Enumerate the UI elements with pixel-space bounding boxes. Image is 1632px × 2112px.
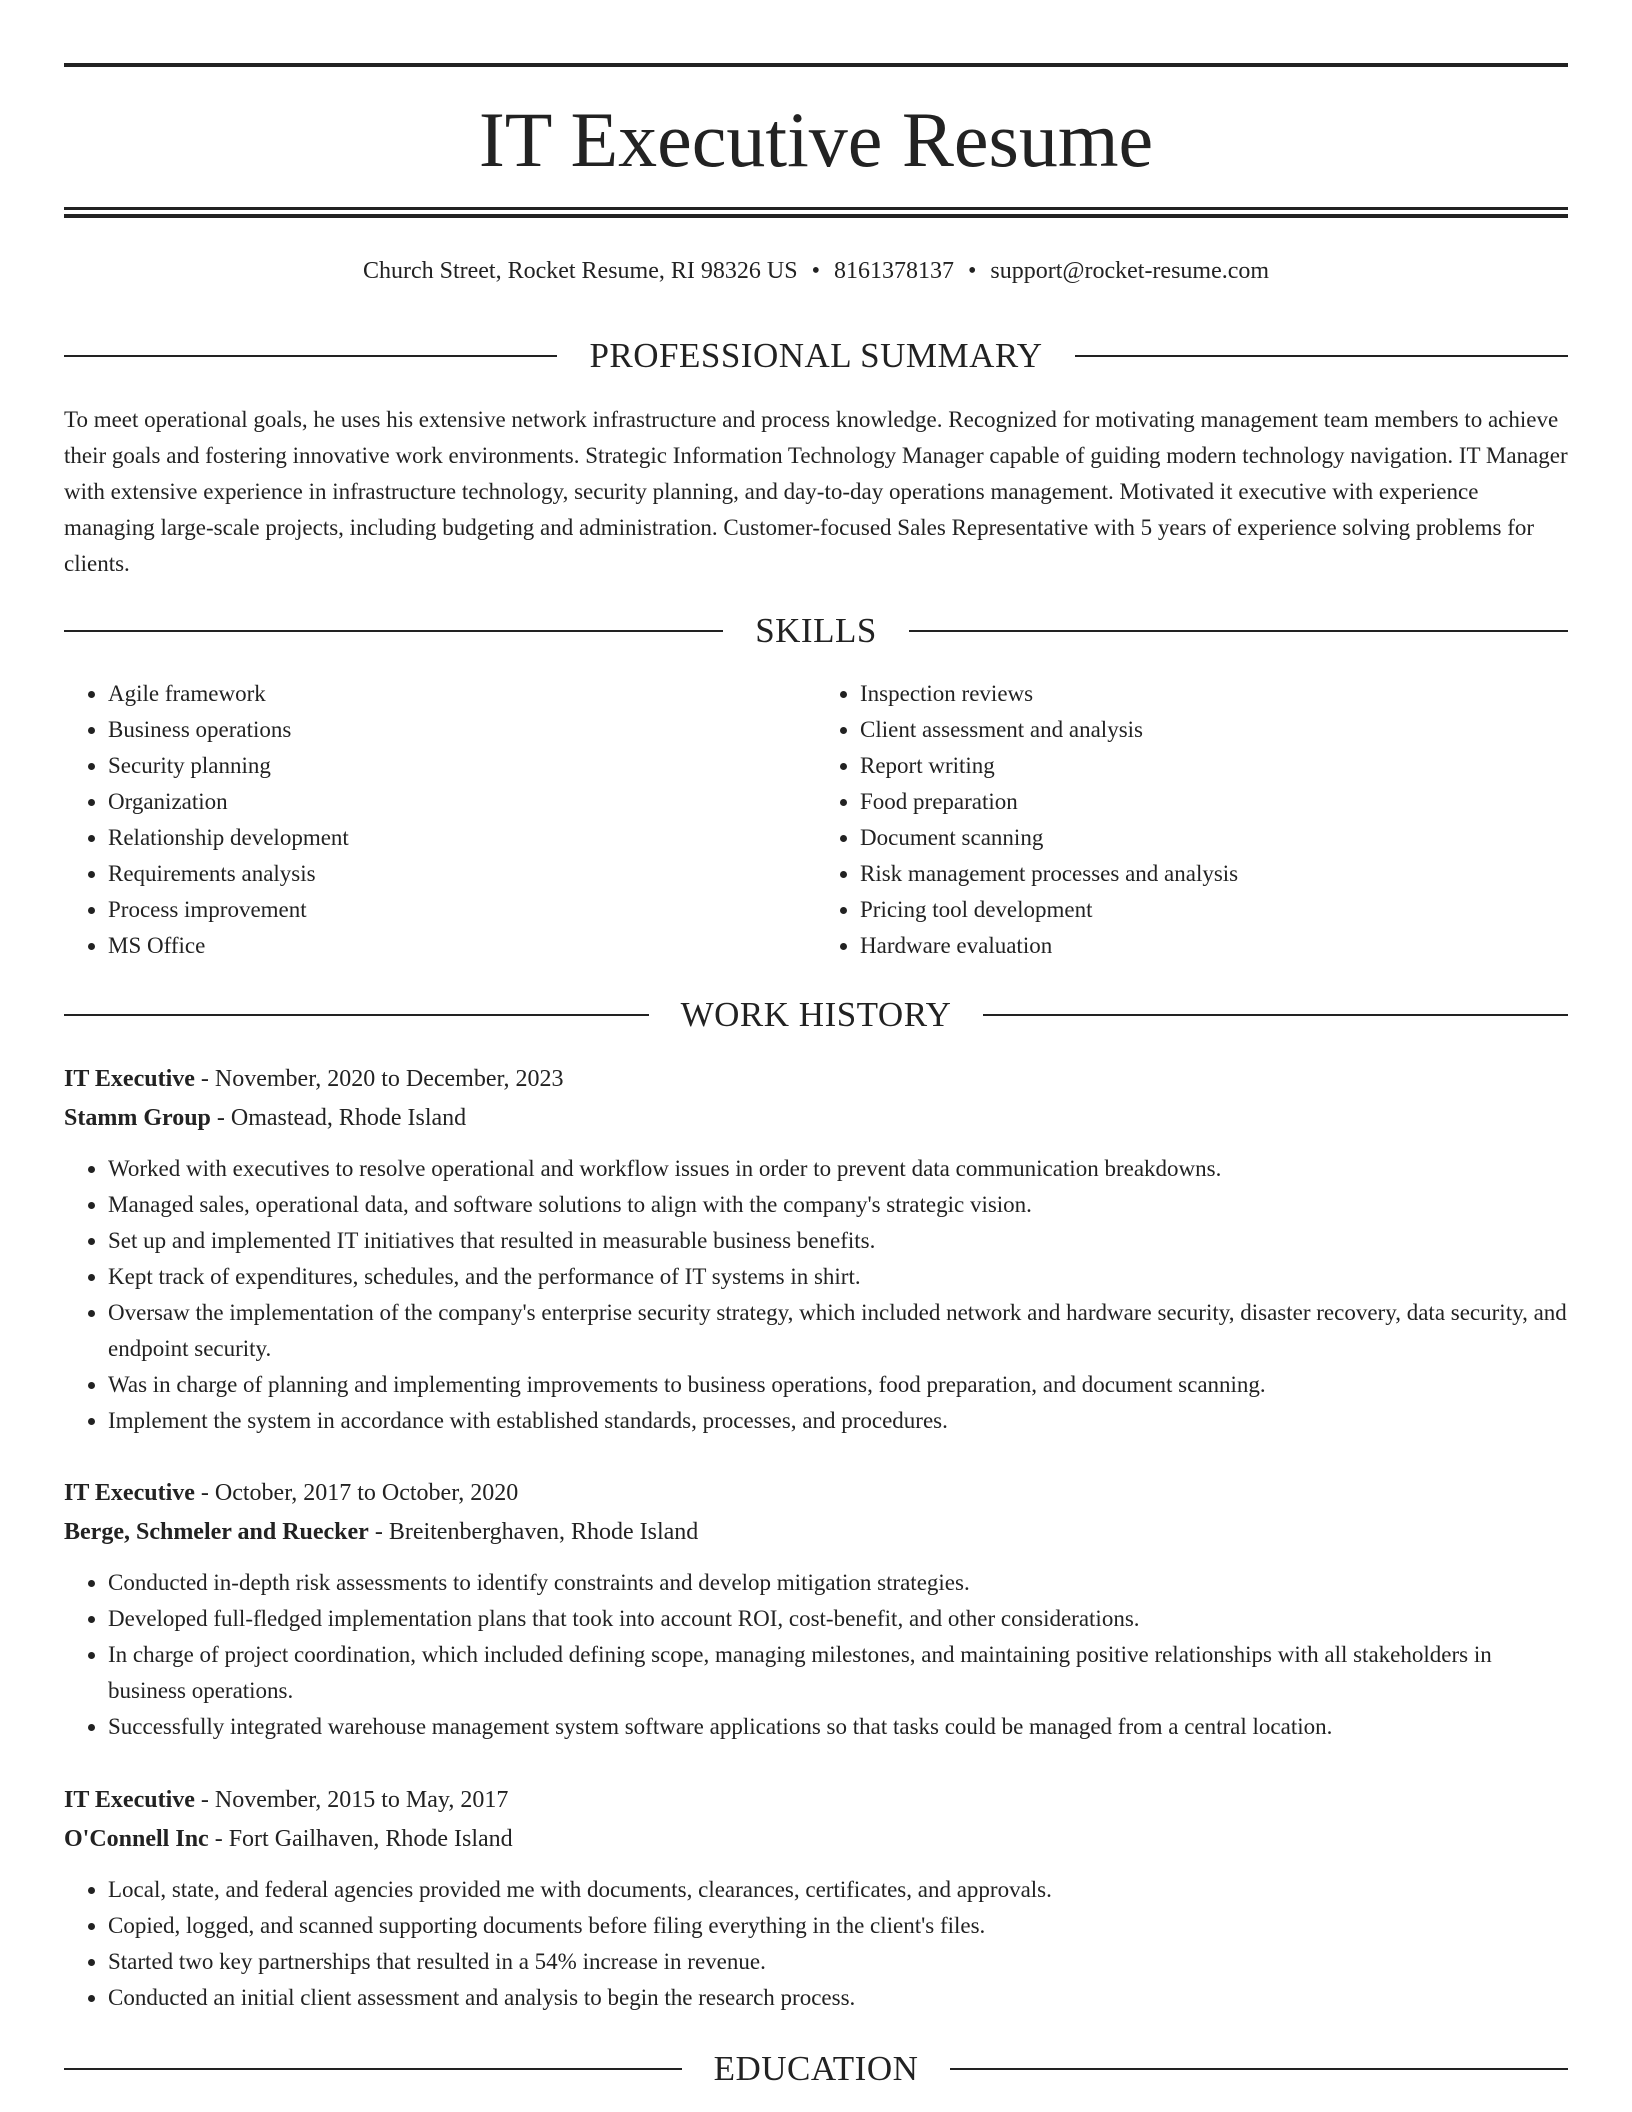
job-bullet: • Conducted an initial client assessment and analysis to begin the research process. xyxy=(108,1980,1568,2016)
job-entry xyxy=(64,1475,1568,1745)
job-bullet: • Oversaw the implementation of the company's enterprise security strategy, which included network and hardware security, disaster recovery, data security, and endpoint security. xyxy=(108,1295,1568,1367)
section-heading-label: EDUCATION xyxy=(713,2049,919,2088)
job-title-line xyxy=(64,1782,1568,1821)
job-company: Stamm Group xyxy=(64,1105,211,1131)
job-dates: - November, 2020 to December, 2023 xyxy=(194,1066,564,1092)
section-heading-skills xyxy=(64,609,1568,653)
job-location: - Breitenberghaven, Rhode Island xyxy=(368,1519,699,1545)
skill-item: • Process improvement xyxy=(108,892,816,928)
skill-item: • Hardware evaluation xyxy=(860,928,1568,964)
heading-rule-left xyxy=(64,1014,649,1016)
job-entry xyxy=(64,1782,1568,2016)
job-bullets xyxy=(64,1565,1568,1745)
job-bullet: • Local, state, and federal agencies provided me with documents, clearances, certificates, and approvals. xyxy=(108,1872,1568,1908)
section-heading-education xyxy=(64,2047,1568,2091)
heading-rule-left xyxy=(64,355,557,357)
heading-rule-right xyxy=(909,630,1568,632)
job-company: Berge, Schmeler and Ruecker xyxy=(64,1519,369,1545)
skill-item: • Document scanning xyxy=(860,820,1568,856)
skill-item: • Client assessment and analysis xyxy=(860,712,1568,748)
job-title: IT Executive xyxy=(64,1066,195,1092)
section-heading-label: PROFESSIONAL SUMMARY xyxy=(589,336,1043,375)
job-bullet: • Worked with executives to resolve operational and workflow issues in order to prevent data communication breakdowns. xyxy=(108,1151,1568,1187)
job-entry xyxy=(64,1061,1568,1439)
contact-line xyxy=(64,254,1568,288)
skill-item: • Relationship development xyxy=(108,820,816,856)
skills-list xyxy=(64,676,1568,964)
job-dates: - October, 2017 to October, 2020 xyxy=(194,1480,519,1506)
skill-item: • Business operations xyxy=(108,712,816,748)
section-heading-label: WORK HISTORY xyxy=(680,995,952,1034)
job-title: IT Executive xyxy=(64,1480,195,1506)
contact-address: Church Street, Rocket Resume, RI 98326 US xyxy=(362,258,798,284)
skill-item: • Agile framework xyxy=(108,676,816,712)
heading-rule-right xyxy=(983,1014,1568,1016)
job-dates: - November, 2015 to May, 2017 xyxy=(194,1787,509,1813)
skill-item: • Report writing xyxy=(860,748,1568,784)
skill-item: • Security planning xyxy=(108,748,816,784)
job-bullet: • Successfully integrated warehouse management system software applications so that tasks could be managed from a central location. xyxy=(108,1709,1568,1745)
section-heading-work-history xyxy=(64,993,1568,1037)
heading-rule-left xyxy=(64,630,723,632)
header-double-rule xyxy=(64,207,1568,218)
job-title-line xyxy=(64,1061,1568,1100)
skills-column-left xyxy=(64,676,816,964)
job-bullet: • Started two key partnerships that resulted in a 54% increase in revenue. xyxy=(108,1944,1568,1980)
job-company-line xyxy=(64,1514,1568,1554)
job-bullet: • Copied, logged, and scanned supporting documents before filing everything in the client's files. xyxy=(108,1908,1568,1944)
job-location: - Fort Gailhaven, Rhode Island xyxy=(208,1826,513,1852)
job-bullet: • Was in charge of planning and implementing improvements to business operations, food preparation, and document scanning. xyxy=(108,1367,1568,1403)
job-bullet: • Set up and implemented IT initiatives that resulted in measurable business benefits. xyxy=(108,1223,1568,1259)
job-bullet: • Managed sales, operational data, and software solutions to align with the company's strategic vision. xyxy=(108,1187,1568,1223)
contact-email: support@rocket-resume.com xyxy=(990,258,1270,284)
skills-column-right xyxy=(816,676,1568,964)
heading-rule-right xyxy=(1075,355,1568,357)
contact-separator: • xyxy=(967,258,977,284)
job-bullet: • Kept track of expenditures, schedules, and the performance of IT systems in shirt. xyxy=(108,1259,1568,1295)
contact-phone: 8161378137 xyxy=(833,258,954,284)
job-bullets xyxy=(64,1872,1568,2016)
job-title: IT Executive xyxy=(64,1787,195,1813)
contact-separator: • xyxy=(811,258,820,284)
heading-rule-right xyxy=(950,2068,1568,2070)
heading-rule-left xyxy=(64,2068,682,2070)
job-bullet: • Conducted in-depth risk assessments to identify constraints and develop mitigation strategies. xyxy=(108,1565,1568,1601)
header-top-rule xyxy=(64,63,1568,67)
job-bullet: • Implement the system in accordance with established standards, processes, and procedures. xyxy=(108,1403,1568,1439)
skill-item: • Food preparation xyxy=(860,784,1568,820)
job-company-line xyxy=(64,1100,1568,1140)
skill-item: • Organization xyxy=(108,784,816,820)
section-heading-summary xyxy=(64,334,1568,378)
job-location: - Omastead, Rhode Island xyxy=(210,1105,467,1131)
skill-item: • Pricing tool development xyxy=(860,892,1568,928)
job-bullets xyxy=(64,1151,1568,1439)
skill-item: • Inspection reviews xyxy=(860,676,1568,712)
skill-item: • Requirements analysis xyxy=(108,856,816,892)
job-bullet: • Developed full-fledged implementation plans that took into account ROI, cost-benefit, and other considerations. xyxy=(108,1601,1568,1637)
resume-title: IT Executive Resume xyxy=(478,96,1154,183)
summary-text: To meet operational goals, he uses his extensive network infrastructure and process knowledge. Recognized for motivating management team members to achieve their goals and fostering innovative work environments. Strategic Information Technology Manager capable of guiding modern technology navigation. IT Manager with extensive experience in infrastructure technology, security planning, and day-to-day operations management. Motivated it executive with experience managing large-scale projects, including budgeting and administration. Customer-focused Sales Representative with 5 years of experience solving problems for clients. xyxy=(64,407,1568,576)
skill-item: • Risk management processes and analysis xyxy=(860,856,1568,892)
job-bullet: • In charge of project coordination, which included defining scope, managing milestones, and maintaining positive relationships with all stakeholders in business operations. xyxy=(108,1637,1568,1709)
job-title-line xyxy=(64,1475,1568,1514)
skill-item: • MS Office xyxy=(108,928,816,964)
job-company-line xyxy=(64,1821,1568,1861)
job-company: O'Connell Inc xyxy=(64,1826,209,1852)
section-heading-label: SKILLS xyxy=(755,611,877,650)
